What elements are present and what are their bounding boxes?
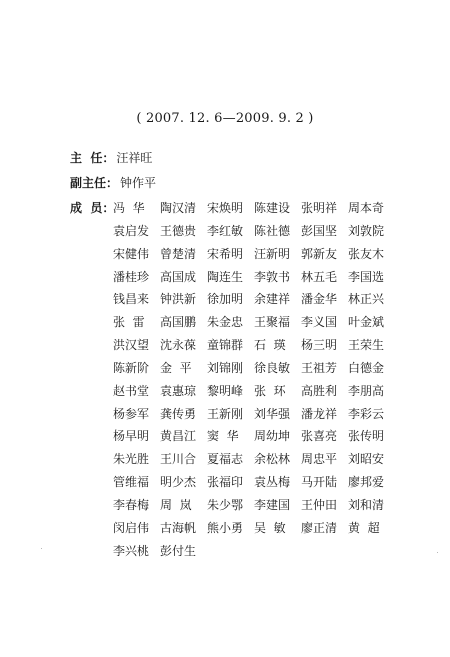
member-name: 王新刚: [207, 406, 244, 421]
member-name: 宋健伟: [113, 246, 150, 261]
member-name: 王德贵: [160, 223, 197, 238]
member-name: 沈永葆: [160, 338, 197, 353]
member-name: 李义国: [301, 315, 338, 330]
director-row: [70, 150, 152, 166]
member-name: 张传明: [348, 429, 385, 444]
member-name: 管维福: [113, 475, 150, 490]
member-name: 石 瑛: [254, 338, 286, 353]
member-name: 潘龙祥: [301, 406, 338, 421]
member-name: 李朋高: [348, 383, 385, 398]
member-name: 宋焕明: [207, 201, 244, 215]
member-name: 王川合: [160, 452, 197, 467]
member-name: 廖邦爱: [348, 475, 385, 490]
member-name: 张 雷: [113, 315, 145, 330]
member-name: 郭新友: [301, 246, 338, 261]
member-name: 杨早明: [113, 429, 150, 444]
member-name: 袁启发: [113, 223, 150, 238]
member-name: 朱少鄂: [207, 497, 244, 512]
scan-speck: [41, 548, 42, 549]
member-name: 夏福志: [207, 452, 244, 467]
member-name: 徐良敏: [254, 360, 291, 375]
term-period: ( 2007. 12. 6—2009. 9. 2 ): [136, 111, 314, 126]
member-name: 黄昌江: [160, 429, 197, 444]
member-name: 陈社德: [254, 223, 291, 238]
director-name: 汪祥旺: [116, 151, 153, 165]
members-list: [113, 200, 403, 566]
member-name: 刘昭安: [348, 452, 385, 467]
member-name: 李建国: [254, 497, 291, 512]
member-name: 张 环: [254, 383, 286, 398]
member-name: 曾楚清: [160, 246, 197, 261]
member-name: 彭付生: [160, 543, 197, 558]
member-name: 吴 敏: [254, 520, 286, 535]
member-name: 李春梅: [113, 497, 150, 512]
member-name: 张友木: [348, 246, 385, 261]
member-name: 周忠平: [301, 452, 338, 467]
member-name: 高国成: [160, 269, 197, 284]
member-name: 白德金: [348, 360, 385, 375]
member-name: 余建祥: [254, 292, 291, 307]
member-name: 龚传勇: [160, 406, 197, 421]
member-name: 廖正清: [301, 520, 338, 535]
member-name: 黄 超: [348, 520, 380, 535]
member-name: 古海帆: [160, 520, 197, 535]
member-name: 窦 华: [207, 429, 239, 444]
member-name: 王仲田: [301, 497, 338, 512]
member-name: 李敦书: [254, 269, 291, 284]
member-name: 高国鹏: [160, 315, 197, 330]
member-name: 宋希明: [207, 246, 244, 261]
deputy-director-row: [70, 175, 156, 191]
member-name: 明少杰: [160, 475, 197, 490]
member-name: 高胜利: [301, 383, 338, 398]
member-name: 陶汉清: [160, 201, 197, 215]
member-name: 袁丛梅: [254, 475, 291, 490]
member-name: 金 平: [160, 360, 192, 375]
member-name: 袁惠琼: [160, 383, 197, 398]
member-name: 王祖芳: [301, 360, 338, 375]
member-name: 林五毛: [301, 269, 338, 284]
member-name: 李国选: [348, 269, 385, 284]
member-name: 徐加明: [207, 292, 244, 307]
member-name: 刘敦院: [348, 223, 385, 238]
member-name: 周本奇: [348, 201, 385, 215]
member-name: 刘华强: [254, 406, 291, 421]
member-name: 张福印: [207, 475, 244, 490]
member-name: 钱昌来: [113, 292, 150, 307]
member-name: 王聚福: [254, 315, 291, 330]
member-name: 李红敏: [207, 223, 244, 238]
member-name: 周幼坤: [254, 429, 291, 444]
member-name: 叶金斌: [348, 315, 385, 330]
member-name: 张喜亮: [301, 429, 338, 444]
member-name: 李彩云: [348, 406, 385, 421]
member-name: 刘和清: [348, 497, 385, 512]
deputy-director-label: 副主任：: [70, 176, 119, 190]
member-name: 王荣生: [348, 338, 385, 353]
member-name: 熊小勇: [207, 520, 244, 535]
member-name: 朱光胜: [113, 452, 150, 467]
member-name: 洪汉望: [113, 338, 150, 353]
member-name: 朱金忠: [207, 315, 244, 330]
member-name: 童锦群: [207, 338, 244, 353]
member-name: 陈建设: [254, 201, 291, 215]
member-name: 闵启伟: [113, 520, 150, 535]
member-name: 潘金华: [301, 292, 338, 307]
member-name: 林正兴: [348, 292, 385, 307]
members-label: 成 员：: [70, 201, 115, 215]
member-name: 杨参军: [113, 406, 150, 421]
member-name: 彭国坚: [301, 223, 338, 238]
member-name: 李兴桃: [113, 543, 150, 558]
member-name: 冯 华: [113, 201, 145, 215]
member-name: 黎明峰: [207, 383, 244, 398]
member-name: 刘锦刚: [207, 360, 244, 375]
member-name: 赵书堂: [113, 383, 150, 398]
member-name: 汪新明: [254, 246, 291, 261]
director-label: 主 任：: [70, 151, 115, 165]
scan-speck: [437, 552, 438, 553]
member-name: 周 岚: [160, 497, 192, 512]
member-name: 马开陆: [301, 475, 338, 490]
member-name: 杨三明: [301, 338, 338, 353]
member-name: 潘桂珍: [113, 269, 150, 284]
deputy-director-name: 钟作平: [120, 176, 157, 190]
member-name: 钟洪新: [160, 292, 197, 307]
member-name: 陈新阶: [113, 360, 150, 375]
member-name: 张明祥: [301, 201, 338, 215]
member-name: 余松林: [254, 452, 291, 467]
member-name: 陶连生: [207, 269, 244, 284]
